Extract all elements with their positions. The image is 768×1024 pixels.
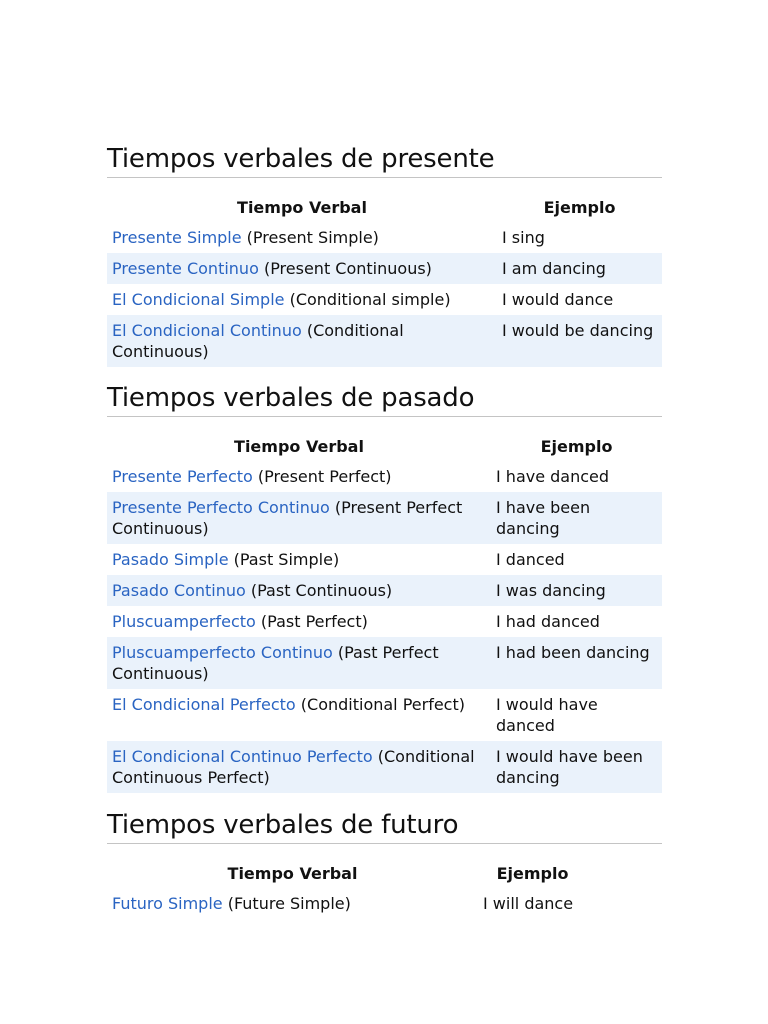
example-cell: I danced: [496, 550, 565, 569]
tense-cell: [107, 689, 491, 741]
tense-english: (Present Continuous): [258, 259, 432, 278]
example-cell: I would dance: [502, 290, 614, 309]
tense-cell: [107, 575, 491, 606]
section-presente: [107, 143, 662, 367]
tense-link[interactable]: Pluscuamperfecto Continuo: [112, 643, 333, 662]
tense-english: (Conditional Continuous): [112, 321, 404, 361]
table-row: [107, 492, 662, 544]
section-futuro: [107, 809, 662, 919]
tense-cell: [107, 284, 497, 315]
table-row: [107, 741, 662, 793]
tense-english: (Past Perfect): [255, 612, 368, 631]
tense-cell: [107, 222, 497, 253]
column-header-tense: Tiempo Verbal: [237, 198, 367, 217]
tense-cell: [107, 253, 497, 284]
tense-link[interactable]: Pluscuamperfecto: [112, 612, 256, 631]
table-header-row: [107, 195, 662, 222]
example-cell: I had been dancing: [491, 637, 662, 689]
tense-link[interactable]: El Condicional Simple: [112, 290, 285, 309]
tense-cell: [107, 315, 497, 367]
example-cell: I would have been dancing: [491, 741, 662, 793]
tense-english: (Future Simple): [222, 894, 351, 913]
tense-link[interactable]: Pasado Simple: [112, 550, 229, 569]
tense-english: (Conditional simple): [284, 290, 451, 309]
tense-link[interactable]: Presente Continuo: [112, 259, 259, 278]
tense-link[interactable]: El Condicional Perfecto: [112, 695, 296, 714]
table-row: [107, 606, 662, 637]
tense-english: (Conditional Perfect): [295, 695, 465, 714]
tense-table: [107, 195, 662, 367]
example-cell: I would be dancing: [497, 315, 662, 367]
tense-link[interactable]: El Condicional Continuo Perfecto: [112, 747, 373, 766]
column-header-example: Ejemplo: [543, 198, 616, 217]
tense-cell: [107, 544, 491, 575]
table-row: [107, 222, 662, 253]
table-header-row: [107, 861, 587, 888]
table-row: [107, 575, 662, 606]
tense-english: (Past Simple): [228, 550, 340, 569]
table-row: [107, 253, 662, 284]
example-cell: I have danced: [496, 467, 610, 486]
table-row: [107, 544, 662, 575]
example-cell: I sing: [502, 228, 545, 247]
example-cell: I would have danced: [496, 695, 598, 735]
tense-english: (Present Perfect Continuous): [112, 498, 463, 538]
tense-english: (Past Perfect Continuous): [112, 643, 439, 683]
tense-link[interactable]: Presente Perfecto: [112, 467, 253, 486]
table-row: [107, 284, 662, 315]
tense-cell: [107, 606, 491, 637]
tense-link[interactable]: El Condicional Continuo: [112, 321, 302, 340]
column-header-tense: Tiempo Verbal: [234, 437, 364, 456]
column-header-tense: Tiempo Verbal: [227, 864, 358, 883]
section-title: Tiempos verbales de pasado: [107, 382, 662, 417]
tense-link[interactable]: Presente Perfecto Continuo: [112, 498, 330, 517]
tense-english: (Conditional Continuous Perfect): [112, 747, 475, 787]
tense-link[interactable]: Futuro Simple: [112, 894, 223, 913]
tense-cell: [107, 461, 491, 492]
tense-cell: [107, 492, 491, 544]
section-pasado: [107, 382, 662, 793]
example-cell: I am dancing: [497, 253, 662, 284]
example-cell: I have been dancing: [491, 492, 662, 544]
example-cell: I had danced: [496, 612, 600, 631]
table-row: [107, 637, 662, 689]
tense-cell: [107, 741, 491, 793]
tense-cell: [107, 888, 478, 919]
section-title: Tiempos verbales de presente: [107, 143, 662, 178]
tense-english: (Past Continuous): [245, 581, 393, 600]
table-row: [107, 689, 662, 741]
tense-english: (Present Simple): [241, 228, 379, 247]
table-header-row: [107, 434, 662, 461]
table-row: [107, 461, 662, 492]
column-header-example: Ejemplo: [496, 864, 569, 883]
example-cell: I will dance: [483, 894, 574, 913]
tense-link[interactable]: Presente Simple: [112, 228, 242, 247]
tense-link[interactable]: Pasado Continuo: [112, 581, 246, 600]
tense-cell: [107, 637, 491, 689]
column-header-example: Ejemplo: [540, 437, 613, 456]
section-title: Tiempos verbales de futuro: [107, 809, 662, 844]
table-row: [107, 315, 662, 367]
example-cell: I was dancing: [491, 575, 662, 606]
table-row: [107, 888, 587, 919]
tense-english: (Present Perfect): [252, 467, 392, 486]
tense-table: [107, 861, 587, 919]
tense-table: [107, 434, 662, 793]
